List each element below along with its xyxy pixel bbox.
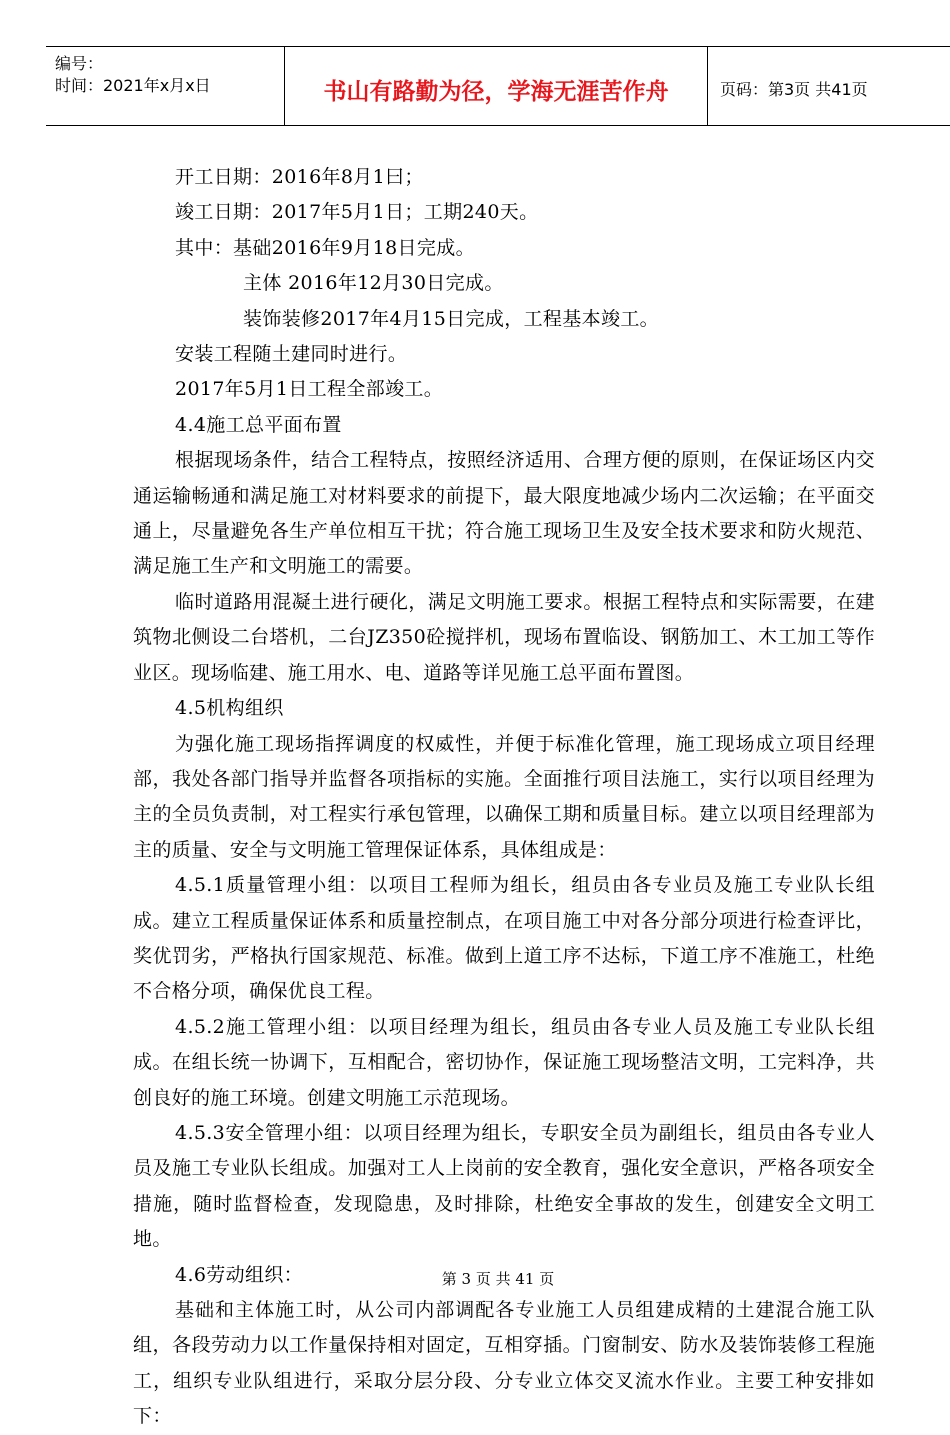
number-label: 编号：	[55, 54, 104, 73]
section-heading: 4.4施工总平面布置	[175, 413, 342, 436]
document-body	[133, 160, 875, 1435]
paragraph: 4.5.1质量管理小组：以项目工程师为组长，组员由各专业员及施工专业队长组成。建立工程质量保证体系和质量控制点，在项目施工中对各分部分项进行检查评比，奖优罚劣，严格执行国家规范、标准。做到上道工序不达标，下道工序不准施工，杜绝不合格分项，确保优良工程。	[133, 874, 875, 1003]
footer-page-number: 第 3 页 共 41 页	[441, 1270, 555, 1288]
paragraph: 4.5.2施工管理小组：以项目经理为组长，组员由各专业人员及施工专业队长组成。在组长统一协调下，互相配合，密切协作，保证施工现场整洁文明，工完料净，共创良好的施工环境。创建文明施工示范现场。	[133, 1015, 875, 1109]
paragraph: 装饰装修2017年4月15日完成，工程基本竣工。	[243, 307, 660, 330]
time-label: 时间：2021年x月x日	[55, 76, 211, 95]
page-footer	[0, 1268, 950, 1289]
header-meta	[46, 47, 285, 125]
section-heading: 4.6劳动组织：	[175, 1263, 304, 1286]
paragraph: 4.5.3安全管理小组：以项目经理为组长，专职安全员为副组长，组员由各专业人员及施工专业队长组成。加强对工人上岗前的安全教育，强化安全意识，严格各项安全措施，随时监督检查，发现隐患，及时排除，杜绝安全事故的发生，创建安全文明工地。	[133, 1121, 875, 1251]
paragraph: 其中：基础2016年9月18日完成。	[175, 236, 475, 259]
header-slogan: 书山有路勤为径，学海无涯苦作舟	[285, 47, 708, 125]
paragraph: 基础和主体施工时，从公司内部调配各专业施工人员组建成精的土建混合施工队组，各段劳动力以工作量保持相对固定，互相穿插。门窗制安、防水及装饰装修工程施工，组织专业队组进行，采取分层分段、分专业立体交叉流水作业。主要工种安排如下：	[133, 1299, 875, 1428]
paragraph: 临时道路用混凝土进行硬化，满足文明施工要求。根据工程特点和实际需要，在建筑物北侧设二台塔机，二台JZ350砼搅拌机，现场布置临设、钢筋加工、木工加工等作业区。现场临建、施工用水、电、道路等详见施工总平面布置图。	[133, 590, 875, 684]
paragraph: 竣工日期：2017年5月1日；工期240天。	[175, 201, 539, 224]
section-heading: 4.5机构组织	[175, 697, 284, 720]
paragraph: 开工日期：2016年8月1曰；	[175, 166, 424, 188]
paragraph: 根据现场条件，结合工程特点，按照经济适用、合理方便的原则，在保证场区内交通运输畅通和满足施工对材料要求的前提下，最大限度地减少场内二次运输；在平面交通上，尽量避免各生产单位相互干扰；符合施工现场卫生及安全技术要求和防火规范、满足施工生产和文明施工的需要。	[133, 449, 875, 578]
header-page-label: 页码：第3页 共41页	[720, 80, 868, 99]
paragraph: 安装工程随土建同时进行。	[175, 343, 408, 366]
page-header	[46, 46, 950, 126]
paragraph: 为强化施工现场指挥调度的权威性，并便于标准化管理，施工现场成立项目经理部，我处各部门指导并监督各项指标的实施。全面推行项目法施工，实行以项目经理为主的全员负责制，对工程实行承包管理，以确保工期和质量目标。建立以项目经理部为主的质量、安全与文明施工管理保证体系，具体组成是：	[133, 732, 875, 861]
paragraph: 2017年5月1日工程全部竣工。	[175, 378, 444, 401]
paragraph: 主体 2016年12月30日完成。	[243, 272, 504, 295]
